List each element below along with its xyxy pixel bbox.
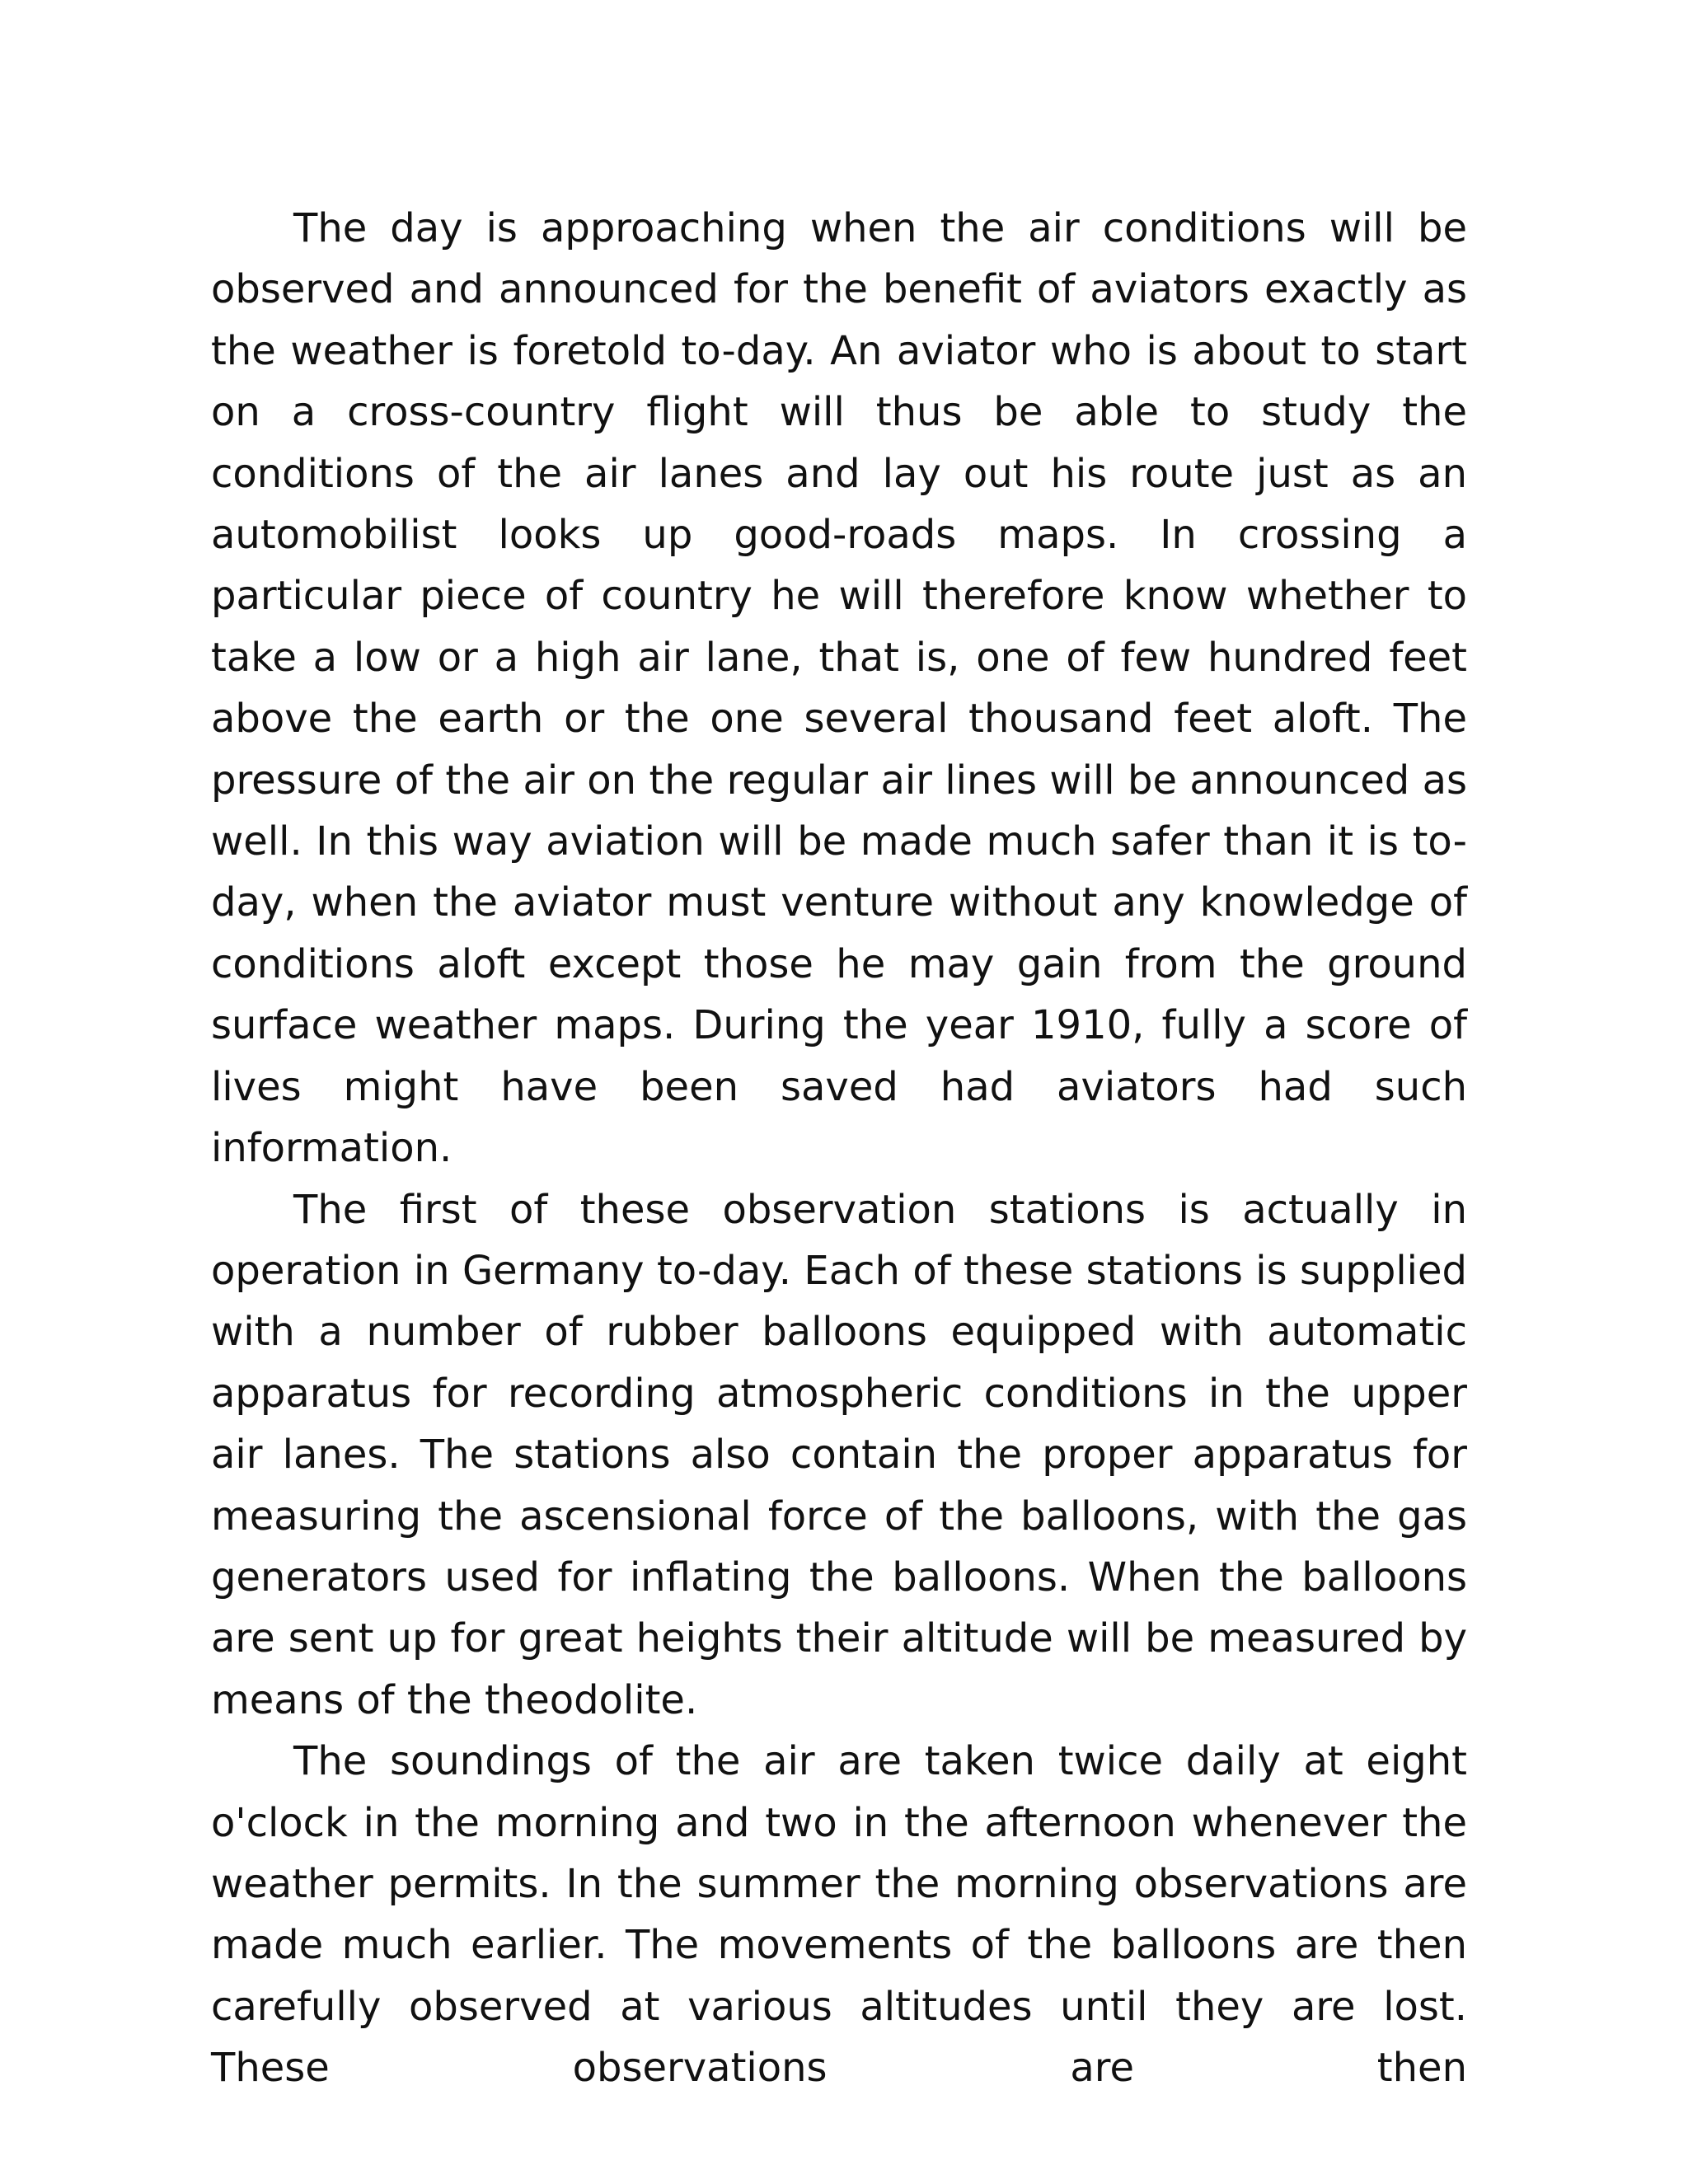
body-text (211, 198, 1467, 2099)
paragraph-2: The first of these observation stations is actually in operation in Germany to-day. Each of these stations is supplied with a number of rubber balloons equipped with automatic apparatus for recording atmospheric conditions in the upper air lanes. The stations also contain the proper apparatus for measuring the ascensional force of the balloons, with the gas generators used for inflating the balloons. When the balloons are sent up for great heights their altitude will be measured by means of the theodolite. (211, 1186, 1467, 1723)
paragraph-1: The day is approaching when the air conditions will be observed and announced for the benefit of aviators exactly as the weather is foretold to-day. An aviator who is about to start on a cross-country flight will thus be able to study the conditions of the air lanes and lay out his route just as an automobilist looks up good-roads maps. In crossing a particular piece of country he will therefore know whether to take a low or a high air lane, that is, one of few hundred feet above the earth or the one several thousand feet aloft. The pressure of the air on the regular air lines will be announced as well. In this way aviation will be made much safer than it is to-day, when the aviator must venture without any knowledge of conditions aloft except those he may gain from the ground surface weather maps. During the year 1910, fully a score of lives might have been saved had aviators had such information. (211, 205, 1467, 1172)
paragraph-3: The soundings of the air are taken twice daily at eight o'clock in the morning and two in the afternoon whenever the weather permits. In the summer the morning observations are made much earlier. The movements of the balloons are then carefully observed at various altitudes until they are lost. These observations are then (211, 1738, 1467, 2092)
